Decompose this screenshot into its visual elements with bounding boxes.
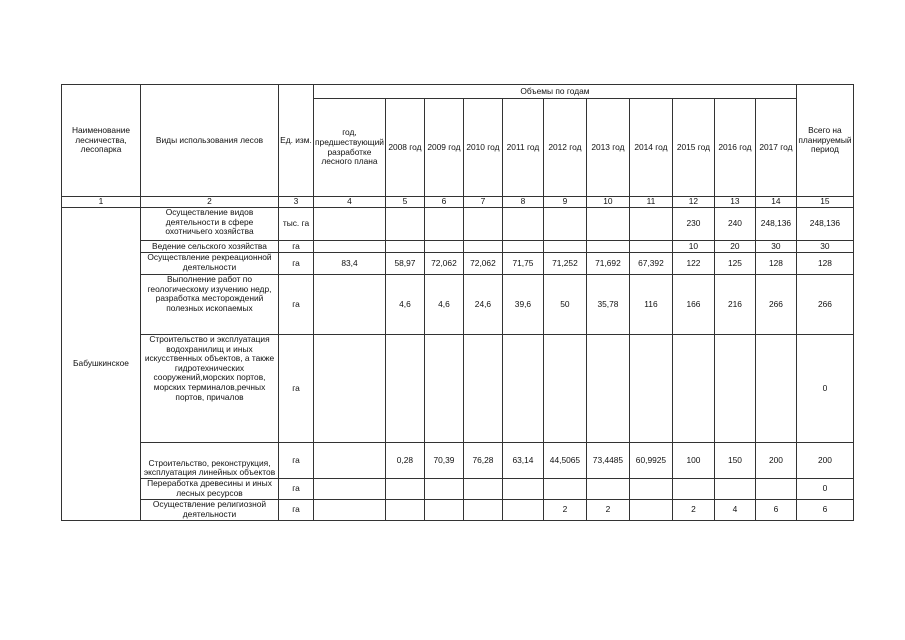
value-cell xyxy=(314,275,386,335)
value-cell: 200 xyxy=(755,443,796,479)
value-cell: 63,14 xyxy=(502,443,543,479)
value-cell: 166 xyxy=(672,275,714,335)
value-cell: 240 xyxy=(714,208,755,241)
unit-cell: га xyxy=(279,241,314,253)
value-cell: 35,78 xyxy=(586,275,629,335)
value-cell xyxy=(502,335,543,443)
header-year: 2015 год xyxy=(672,99,714,197)
column-number: 9 xyxy=(543,197,586,208)
table-row xyxy=(62,443,854,479)
unit-cell: га xyxy=(279,500,314,521)
value-cell: 60,9925 xyxy=(629,443,672,479)
value-cell xyxy=(586,241,629,253)
value-cell xyxy=(543,335,586,443)
unit-cell: га xyxy=(279,335,314,443)
value-cell: 71,692 xyxy=(586,253,629,275)
value-cell: 230 xyxy=(672,208,714,241)
unit-cell: га xyxy=(279,479,314,500)
unit-cell: га xyxy=(279,443,314,479)
value-cell xyxy=(629,500,672,521)
header-year: 2017 год xyxy=(755,99,796,197)
value-cell xyxy=(463,241,502,253)
value-cell: 39,6 xyxy=(502,275,543,335)
column-number: 12 xyxy=(672,197,714,208)
value-cell xyxy=(424,479,463,500)
value-cell xyxy=(629,479,672,500)
value-cell xyxy=(314,479,386,500)
value-cell xyxy=(314,500,386,521)
header-year: 2010 год xyxy=(463,99,502,197)
value-cell xyxy=(463,479,502,500)
unit-cell: тыс. га xyxy=(279,208,314,241)
value-cell: 72,062 xyxy=(463,253,502,275)
column-number: 13 xyxy=(714,197,755,208)
value-cell: 24,6 xyxy=(463,275,502,335)
table-row xyxy=(62,241,854,253)
header-year: 2013 год xyxy=(586,99,629,197)
value-cell xyxy=(586,208,629,241)
value-cell xyxy=(672,479,714,500)
value-cell: 4 xyxy=(714,500,755,521)
value-cell: 67,392 xyxy=(629,253,672,275)
value-cell xyxy=(543,241,586,253)
value-cell: 248,136 xyxy=(755,208,796,241)
forestry-name-cell: Бабушкинское xyxy=(62,208,141,521)
unit-cell: га xyxy=(279,253,314,275)
table-row xyxy=(62,500,854,521)
header-year: 2012 год xyxy=(543,99,586,197)
value-cell: 4,6 xyxy=(424,275,463,335)
value-cell: 116 xyxy=(629,275,672,335)
header-volumes-group: Объемы по годам xyxy=(314,85,797,99)
forest-use-volumes-table xyxy=(61,84,854,521)
header-year: 2009 год xyxy=(424,99,463,197)
value-cell: 83,4 xyxy=(314,253,386,275)
value-cell xyxy=(629,335,672,443)
value-cell xyxy=(755,335,796,443)
total-cell: 248,136 xyxy=(796,208,853,241)
value-cell xyxy=(385,500,424,521)
value-cell xyxy=(314,241,386,253)
value-cell: 216 xyxy=(714,275,755,335)
value-cell xyxy=(543,479,586,500)
value-cell xyxy=(586,479,629,500)
value-cell xyxy=(424,208,463,241)
value-cell xyxy=(385,335,424,443)
value-cell xyxy=(502,479,543,500)
unit-cell: га xyxy=(279,275,314,335)
value-cell: 4,6 xyxy=(385,275,424,335)
column-number: 4 xyxy=(314,197,386,208)
header-prev-year: год, предшествующий разработке лесного плана xyxy=(314,99,386,197)
total-cell: 128 xyxy=(796,253,853,275)
value-cell xyxy=(543,208,586,241)
column-number: 15 xyxy=(796,197,853,208)
value-cell xyxy=(714,479,755,500)
table-row xyxy=(62,208,854,241)
total-cell: 0 xyxy=(796,479,853,500)
value-cell: 128 xyxy=(755,253,796,275)
value-cell xyxy=(463,500,502,521)
value-cell xyxy=(314,335,386,443)
total-cell: 200 xyxy=(796,443,853,479)
column-number: 6 xyxy=(424,197,463,208)
value-cell: 30 xyxy=(755,241,796,253)
value-cell xyxy=(314,208,386,241)
value-cell xyxy=(424,335,463,443)
value-cell xyxy=(463,335,502,443)
value-cell: 50 xyxy=(543,275,586,335)
value-cell: 2 xyxy=(672,500,714,521)
value-cell: 72,062 xyxy=(424,253,463,275)
kind-cell: Выполнение работ по геологическому изучению недр, разработка месторождений полезных ископаемых xyxy=(141,275,279,335)
column-number: 1 xyxy=(62,197,141,208)
column-number: 7 xyxy=(463,197,502,208)
table-row xyxy=(62,253,854,275)
value-cell xyxy=(586,335,629,443)
value-cell: 266 xyxy=(755,275,796,335)
value-cell xyxy=(463,208,502,241)
value-cell: 58,97 xyxy=(385,253,424,275)
header-year: 2008 год xyxy=(385,99,424,197)
table-row xyxy=(62,275,854,335)
value-cell: 73,4485 xyxy=(586,443,629,479)
value-cell: 76,28 xyxy=(463,443,502,479)
value-cell xyxy=(629,208,672,241)
total-cell: 0 xyxy=(796,335,853,443)
value-cell: 71,75 xyxy=(502,253,543,275)
value-cell xyxy=(755,479,796,500)
value-cell xyxy=(385,208,424,241)
value-cell xyxy=(502,500,543,521)
value-cell: 71,252 xyxy=(543,253,586,275)
total-cell: 6 xyxy=(796,500,853,521)
kind-cell: Осуществление рекреационной деятельности xyxy=(141,253,279,275)
header-forestry: Наименование лесничества, лесопарка xyxy=(62,85,141,197)
value-cell xyxy=(672,335,714,443)
header-kind: Виды использования лесов xyxy=(141,85,279,197)
column-number: 14 xyxy=(755,197,796,208)
kind-cell: Строительство, реконструкция, эксплуатация линейных объектов xyxy=(141,443,279,479)
value-cell: 44,5065 xyxy=(543,443,586,479)
value-cell xyxy=(629,241,672,253)
value-cell: 0,28 xyxy=(385,443,424,479)
value-cell xyxy=(424,241,463,253)
header-total: Всего на планируемый период xyxy=(796,85,853,197)
value-cell xyxy=(314,443,386,479)
value-cell: 100 xyxy=(672,443,714,479)
value-cell: 70,39 xyxy=(424,443,463,479)
kind-cell: Осуществление видов деятельности в сфере охотничьего хозяйства xyxy=(141,208,279,241)
value-cell: 150 xyxy=(714,443,755,479)
header-unit: Ед. изм. xyxy=(279,85,314,197)
header-year: 2016 год xyxy=(714,99,755,197)
value-cell: 2 xyxy=(543,500,586,521)
header-year: 2014 год xyxy=(629,99,672,197)
value-cell: 20 xyxy=(714,241,755,253)
value-cell: 122 xyxy=(672,253,714,275)
value-cell xyxy=(424,500,463,521)
value-cell xyxy=(714,335,755,443)
value-cell: 10 xyxy=(672,241,714,253)
value-cell: 2 xyxy=(586,500,629,521)
kind-cell: Строительство и эксплуатация водохранилищ и иных искусственных объектов, а также гидротехнических сооружений,морских портов, морских терминалов,речных портов, причалов xyxy=(141,335,279,443)
header-year: 2011 год xyxy=(502,99,543,197)
value-cell xyxy=(385,241,424,253)
column-number: 11 xyxy=(629,197,672,208)
kind-cell: Переработка древесины и иных лесных ресурсов xyxy=(141,479,279,500)
value-cell xyxy=(502,208,543,241)
table-row xyxy=(62,479,854,500)
table-row xyxy=(62,335,854,443)
total-cell: 30 xyxy=(796,241,853,253)
column-numbers-row xyxy=(62,197,854,208)
value-cell: 125 xyxy=(714,253,755,275)
kind-cell: Ведение сельского хозяйства xyxy=(141,241,279,253)
column-number: 2 xyxy=(141,197,279,208)
column-number: 5 xyxy=(385,197,424,208)
column-number: 8 xyxy=(502,197,543,208)
column-number: 3 xyxy=(279,197,314,208)
value-cell xyxy=(385,479,424,500)
value-cell: 6 xyxy=(755,500,796,521)
value-cell xyxy=(502,241,543,253)
kind-cell: Осуществление религиозной деятельности xyxy=(141,500,279,521)
total-cell: 266 xyxy=(796,275,853,335)
column-number: 10 xyxy=(586,197,629,208)
